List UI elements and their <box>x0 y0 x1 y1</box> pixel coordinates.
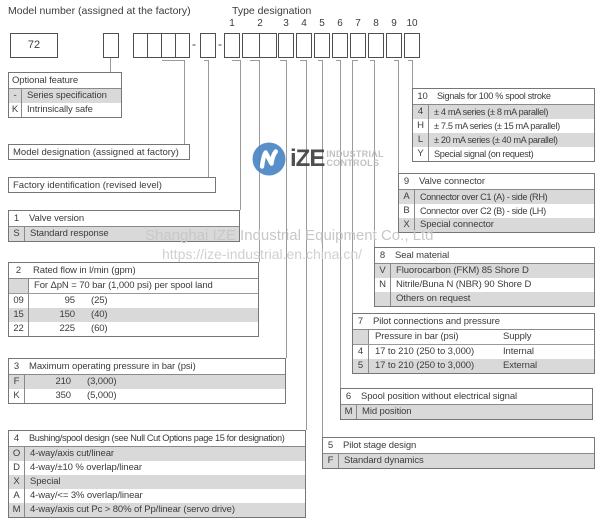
option-code: D <box>9 461 25 475</box>
option-label: Intrinsically safe <box>27 104 93 115</box>
watermark-url: https://ize-industrial.en.china.cn/ <box>162 246 362 262</box>
option-code: K <box>9 103 22 117</box>
connector-line <box>398 60 399 173</box>
table-signals <box>412 88 595 162</box>
option-code: Y <box>413 147 429 161</box>
option-label: ± 7.5 mA series (± 15 mA parallel) <box>434 121 560 131</box>
option-code: F <box>323 454 339 468</box>
model-designation-callout: Model designation (assigned at factory) <box>8 144 190 160</box>
connector-line <box>162 60 184 61</box>
table-rated-flow <box>8 262 259 337</box>
table-title: Seal material <box>395 250 450 261</box>
option-code: M <box>9 503 25 517</box>
type-box-3 <box>278 33 294 58</box>
option-label: Connector over C1 (A) - side (RH) <box>420 192 548 202</box>
option-label: Connector over C2 (B) - side (LH) <box>420 206 546 216</box>
connector-line <box>250 60 259 61</box>
option-label: Fluorocarbon (FKM) 85 Shore D <box>396 265 529 276</box>
option-code: A <box>399 190 415 204</box>
option-label: Special signal (on request) <box>434 149 534 159</box>
connector-line <box>286 60 287 358</box>
type-box-9 <box>386 33 402 58</box>
option-code: L <box>413 133 429 147</box>
option-code: - <box>9 89 22 103</box>
option-code: O <box>9 447 25 461</box>
type-box-10 <box>404 33 420 58</box>
table-number: 1 <box>13 213 20 224</box>
connector-line <box>352 60 353 313</box>
option-code: H <box>413 119 429 133</box>
option-code: 4 <box>413 105 429 119</box>
table-title: Valve version <box>29 213 85 224</box>
option-label: Standard response <box>30 228 109 239</box>
option-code <box>9 279 29 293</box>
column-header-supply: Supply <box>503 331 532 342</box>
table-valve-connector <box>398 173 595 233</box>
option-label: Mid position <box>362 406 412 417</box>
connector-line <box>110 58 111 72</box>
type-box-2 <box>242 33 277 58</box>
column-header-pressure: Pressure in bar (psi) <box>375 331 459 342</box>
option-code <box>375 292 391 306</box>
ize-logo-icon <box>252 142 286 176</box>
option-label: 4-way/<= 3% overlap/linear <box>30 490 143 501</box>
option-code <box>353 330 369 344</box>
table-title: Signals for 100 % spool stroke <box>437 91 551 101</box>
flow-imperial: (25) <box>91 295 108 306</box>
option-code: S <box>9 227 25 241</box>
option-code: 5 <box>353 359 369 373</box>
position-number-1: 1 <box>229 18 235 29</box>
watermark-company: Shanghai IZE Industrial Equipment Co., Ltd <box>145 227 434 244</box>
position-number-3: 3 <box>283 18 289 29</box>
connector-line <box>240 60 241 210</box>
logo-text: iZE <box>290 145 325 172</box>
table-title: Maximum operating pressure in bar (psi) <box>29 361 196 372</box>
table-number: 9 <box>403 176 410 187</box>
table-pilot-stage-design <box>322 437 595 469</box>
option-code: A <box>9 489 25 503</box>
position-number-8: 8 <box>373 18 379 29</box>
position-number-2: 2 <box>257 18 263 29</box>
option-code: 22 <box>9 322 29 336</box>
position-number-4: 4 <box>301 18 307 29</box>
type-box-6 <box>332 33 348 58</box>
pressure-metric: 350 <box>55 390 71 401</box>
option-code: B <box>399 204 415 218</box>
supply-type: External <box>503 360 538 371</box>
option-label: Special <box>30 476 61 487</box>
option-code: X <box>9 475 25 489</box>
option-code: 15 <box>9 308 29 322</box>
table-bushing-spool-design <box>8 430 306 518</box>
type-designation-label: Type designation <box>232 5 312 17</box>
option-label: Nitrile/Buna N (NBR) 90 Shore D <box>396 279 532 290</box>
model-number-value-box: 72 <box>10 33 58 58</box>
type-box-1 <box>224 33 240 58</box>
option-code: K <box>9 389 25 403</box>
position-number-10: 10 <box>406 18 418 29</box>
table-pilot-connections <box>352 313 595 374</box>
connector-line <box>208 60 209 177</box>
option-code: N <box>375 278 391 292</box>
table-title: Rated flow in l/min (gpm) <box>33 265 136 276</box>
position-number-5: 5 <box>319 18 325 29</box>
table-title: Pilot stage design <box>343 440 417 451</box>
logo-subtext-industrial: INDUSTRIAL <box>326 149 384 159</box>
supply-type: Internal <box>503 346 534 357</box>
model-number-label: Model number (assigned at the factory) <box>8 5 191 17</box>
type-box-8 <box>368 33 384 58</box>
table-seal-material <box>374 247 595 307</box>
ize-logo <box>252 142 384 176</box>
connector-line <box>184 60 185 144</box>
flow-imperial: (60) <box>91 323 108 334</box>
factory-identification-box <box>200 33 216 58</box>
option-code: X <box>399 218 415 232</box>
option-label: ± 20 mA series (± 40 mA parallel) <box>434 135 558 145</box>
table-title: Optional feature <box>12 75 78 86</box>
type-box-7 <box>350 33 366 58</box>
connector-line <box>340 60 341 388</box>
type-box-5 <box>314 33 330 58</box>
table-title: Valve connector <box>419 176 485 187</box>
connector-line <box>322 60 323 437</box>
option-code: V <box>375 264 391 278</box>
table-title: Spool position without electrical signal <box>361 391 518 402</box>
position-number-9: 9 <box>391 18 397 29</box>
option-label: ± 4 mA series (± 8 mA parallel) <box>434 107 549 117</box>
option-label: 4-way/axis cut/linear <box>30 448 114 459</box>
optional-feature-table <box>8 72 122 118</box>
option-code: M <box>341 405 357 419</box>
factory-identification-callout: Factory identification (revised level) <box>8 177 216 193</box>
pressure-range: 17 to 210 (250 to 3,000) <box>375 346 475 357</box>
type-box-4 <box>296 33 312 58</box>
table-spool-position <box>340 388 593 420</box>
flow-metric: 95 <box>64 295 75 306</box>
dash-separator: - <box>192 37 196 51</box>
option-label: 4-way/axis cut Pc > 80% of Pp/linear (servo drive) <box>30 504 235 515</box>
table-valve-version <box>8 210 240 242</box>
connector-line <box>412 60 413 88</box>
table-number: 10 <box>417 91 428 102</box>
option-label: Others on request <box>396 293 471 304</box>
pressure-imperial: (5,000) <box>87 390 117 401</box>
option-label: Series specification <box>27 90 107 101</box>
position-number-7: 7 <box>355 18 361 29</box>
table-max-pressure <box>8 358 286 404</box>
logo-subtext-controls: CONTROLS <box>326 158 380 168</box>
flow-metric: 225 <box>59 323 75 334</box>
option-label: Standard dynamics <box>344 455 424 466</box>
pressure-range: 17 to 210 (250 to 3,000) <box>375 360 475 371</box>
option-code: F <box>9 375 25 389</box>
flow-imperial: (40) <box>91 309 108 320</box>
dash-separator: - <box>218 37 222 51</box>
table-number: 4 <box>13 433 20 444</box>
position-number-6: 6 <box>337 18 343 29</box>
table-title: Pilot connections and pressure <box>373 316 500 327</box>
pressure-metric: 210 <box>55 376 71 387</box>
table-number: 5 <box>327 440 334 451</box>
table-subheader: For ΔpN = 70 bar (1,000 psi) per spool land <box>34 280 213 291</box>
table-number: 2 <box>15 265 22 276</box>
option-code: 09 <box>9 294 29 308</box>
option-label: Special connector <box>420 219 494 230</box>
table-number: 7 <box>357 316 364 327</box>
option-code: 4 <box>353 345 369 359</box>
connector-line <box>306 60 307 430</box>
option-label: 4-way/±10 % overlap/linear <box>30 462 142 473</box>
optional-feature-box <box>103 33 119 58</box>
flow-metric: 150 <box>59 309 75 320</box>
table-number: 6 <box>345 391 352 402</box>
model-designation-box-group <box>133 33 190 58</box>
pressure-imperial: (3,000) <box>87 376 117 387</box>
table-number: 3 <box>13 361 20 372</box>
connector-line <box>232 60 240 61</box>
table-title: Bushing/spool design (see Null Cut Options page 15 for designation) <box>29 433 285 443</box>
table-number: 8 <box>379 250 386 261</box>
